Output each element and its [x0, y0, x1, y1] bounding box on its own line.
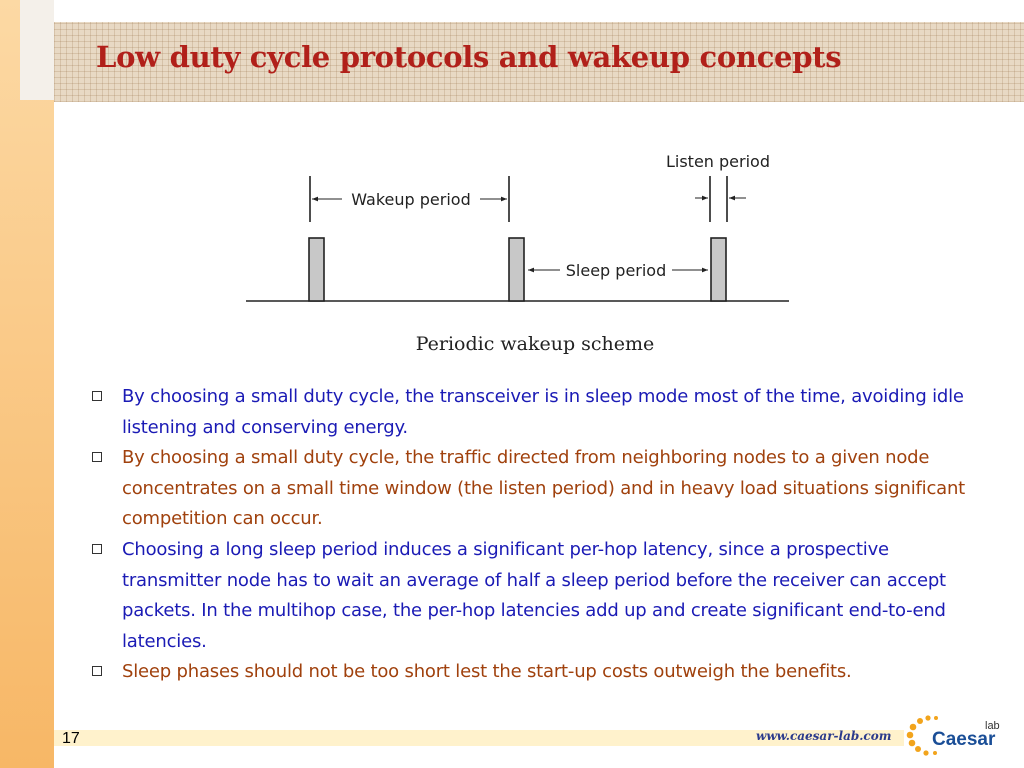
checkbox-bullet-icon [92, 666, 102, 676]
bullet-text: By choosing a small duty cycle, the traffic directed from neighboring nodes to a given node concentrates on a small time window (the listen period) and in heavy load situations significant competition can occur. [122, 447, 966, 530]
wakeup-diagram-svg [240, 140, 800, 365]
checkbox-bullet-icon [92, 452, 102, 462]
bullet-text: Choosing a long sleep period induces a significant per-hop latency, since a prospective transmitter node has to wait an average of half a sleep period before the receiver can accept packets. In the multihop case, the per-hop latencies add up and create significant end-to-end latencies. [122, 538, 946, 652]
bullet-list [92, 382, 992, 688]
page-number: 17 [62, 730, 80, 747]
wakeup-pulse-1 [309, 238, 324, 301]
bullet-text: Sleep phases should not be too short lest the start-up costs outweigh the benefits. [122, 661, 852, 683]
slide-title: Low duty cycle protocols and wakeup concepts [96, 40, 842, 74]
bullet-item [92, 382, 992, 443]
sleep-period-label: Sleep period [565, 261, 667, 280]
left-accent-bar [0, 0, 54, 768]
listen-period-label: Listen period [665, 152, 771, 171]
left-accent-notch [20, 0, 54, 100]
bullet-item [92, 657, 992, 688]
bullet-item [92, 535, 992, 657]
logo-name: Caesar [932, 729, 996, 750]
wakeup-diagram [240, 140, 800, 369]
wakeup-pulse-2 [509, 238, 524, 301]
footer-url-link[interactable]: www.caesar-lab.com [756, 729, 892, 743]
wakeup-period-label: Wakeup period [351, 190, 471, 209]
checkbox-bullet-icon [92, 391, 102, 401]
wakeup-pulse-3 [711, 238, 726, 301]
checkbox-bullet-icon [92, 544, 102, 554]
figure-caption: Periodic wakeup scheme [415, 333, 655, 355]
bullet-text: By choosing a small duty cycle, the transceiver is in sleep mode most of the time, avoiding idle listening and conserving energy. [122, 386, 964, 438]
bullet-item [92, 443, 992, 535]
logo-sub-label: lab [985, 720, 1000, 732]
